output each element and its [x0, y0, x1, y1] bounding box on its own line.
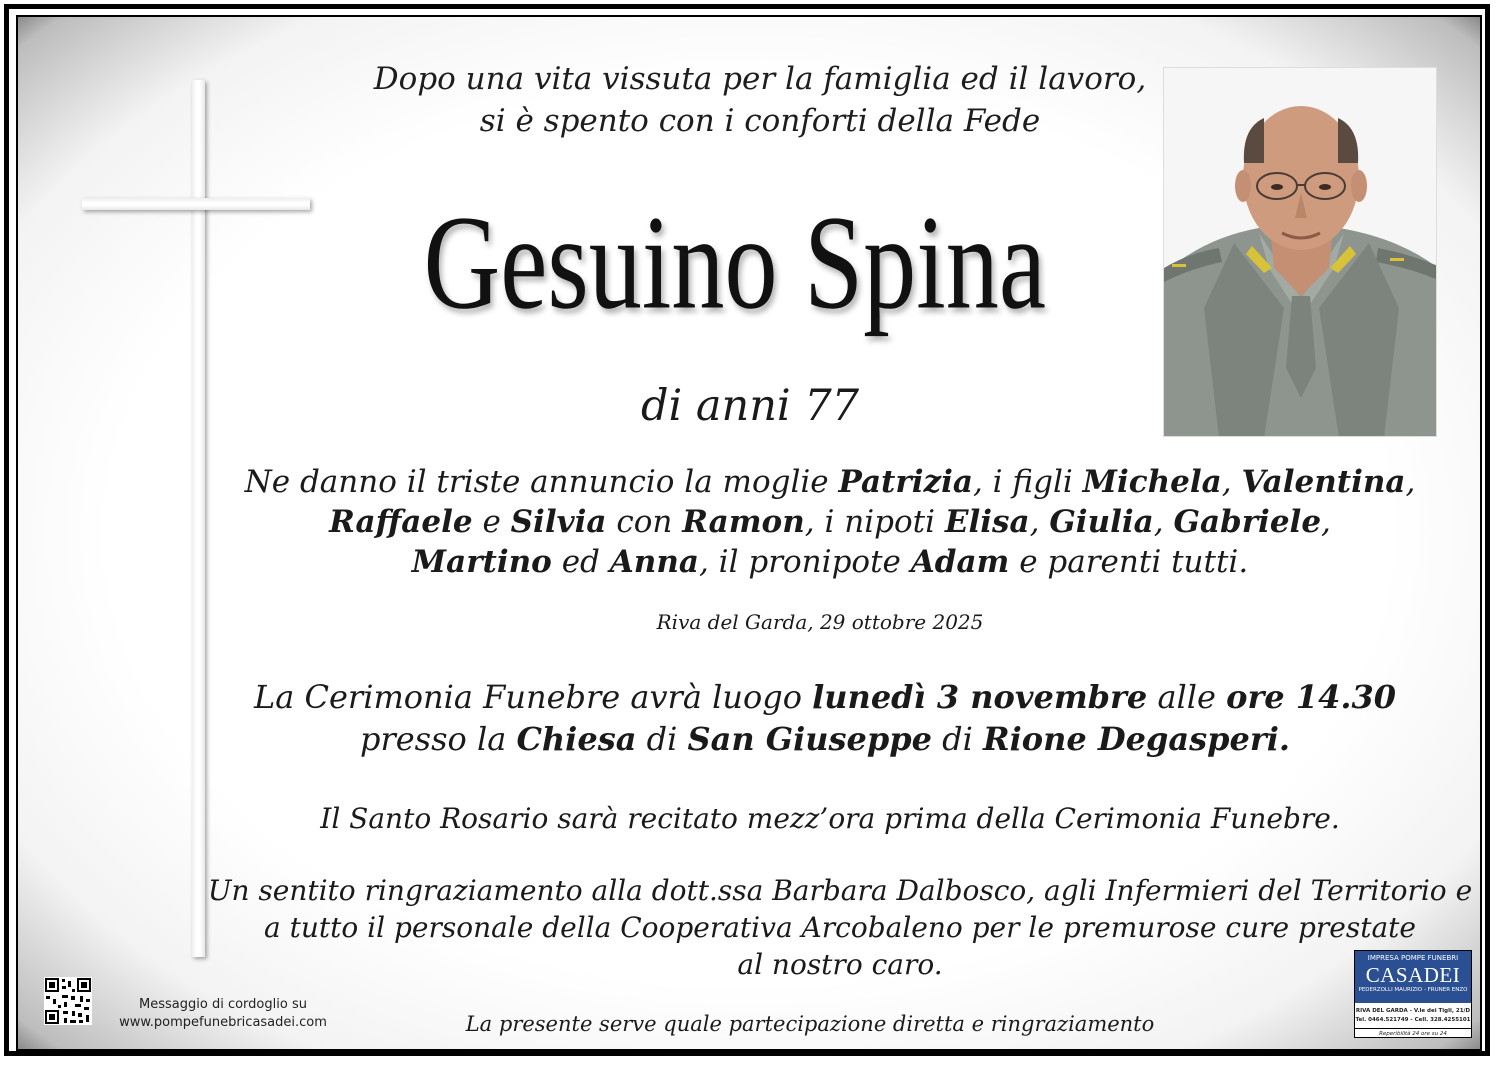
announcement-line-2: Raffaele e Silvia con Ramon, i nipoti Elisa, Giulia, Gabriele,: [329, 504, 1331, 540]
logo-brand: CASADEI: [1365, 963, 1461, 987]
rosary-text: Il Santo Rosario sarà recitato mezz’ora prima della Cerimonia Funebre.: [320, 802, 1340, 835]
logo-phones: Tel. 0464.521749 - Cell. 328.4255101: [1355, 1017, 1471, 1023]
logo-address: RIVA DEL GARDA - V.le dei Tigli, 21/D: [1355, 1008, 1471, 1014]
intro-line-1: Dopo una vita vissuta per la famiglia ed il lavoro,: [373, 61, 1147, 97]
grandchild-name: Anna: [609, 544, 699, 580]
great-grandchild-name: Adam: [910, 544, 1010, 580]
ceremony-line-2: presso la Chiesa di San Giuseppe di Rione Degasperi.: [359, 720, 1291, 758]
portrait-illustration: [1164, 68, 1437, 437]
intro-text: [300, 58, 1220, 142]
child-name: Valentina: [1241, 464, 1406, 500]
child-name: Raffaele: [329, 504, 473, 540]
ceremony-time: ore 14.30: [1226, 678, 1396, 716]
deceased-name: Gesuino Spina: [423, 187, 1047, 338]
grandchild-name: Gabriele: [1173, 504, 1322, 540]
place-and-date: Riva del Garda, 29 ottobre 2025: [656, 610, 984, 634]
qr-code-icon[interactable]: [44, 977, 92, 1025]
funeral-home-logo: [1354, 950, 1472, 1038]
announcement-text: [180, 462, 1480, 582]
child-name: Michela: [1082, 464, 1222, 500]
relative-name: Ramon: [682, 504, 805, 540]
deceased-age: di anni 77: [640, 381, 860, 431]
logo-contacts: [1355, 1003, 1471, 1038]
footer-note: La presente serve quale partecipazione diretta e ringraziamento: [465, 1012, 1155, 1036]
church-name: San Giuseppe: [687, 720, 932, 758]
logo-banner: IMPRESA POMPE FUNEBRI CASADEI PEDERZOLLI MAURIZIO - FRUNER ENZO: [1355, 951, 1471, 1003]
thanks-line-3: al nostro caro.: [737, 948, 943, 981]
intro-line-2: si è spento con i conforti della Fede: [479, 103, 1041, 139]
logo-availability: Reperibilità 24 ore su 24: [1355, 1028, 1471, 1038]
condolence-link-block: [103, 996, 343, 1032]
grandchild-name: Martino: [411, 544, 552, 580]
grandchild-name: Elisa: [944, 504, 1030, 540]
announcement-line-3: Martino ed Anna, il pronipote Adam e parenti tutti.: [411, 544, 1249, 580]
ceremony-line-1: La Cerimonia Funebre avrà luogo lunedì 3 novembre alle ore 14.30: [253, 678, 1396, 716]
wife-name: Patrizia: [838, 464, 973, 500]
deceased-name-block: [300, 188, 1170, 368]
condolence-label: Messaggio di cordoglio su: [139, 997, 307, 1012]
portrait-photo: [1163, 67, 1437, 437]
ceremony-date: lunedì 3 novembre: [812, 678, 1148, 716]
thanks-line-2: a tutto il personale della Cooperativa Arcobaleno per le premurose cure prestate: [264, 911, 1416, 944]
ceremony-text: [150, 676, 1500, 760]
grandchild-name: Giulia: [1049, 504, 1154, 540]
district-name: Rione Degasperi.: [983, 720, 1291, 758]
child-name: Silvia: [510, 504, 607, 540]
announcement-line-1: Ne danno il triste annuncio la moglie Patrizia, i figli Michela, Valentina,: [244, 464, 1416, 500]
condolence-url-link[interactable]: www.pompefunebricasadei.com: [119, 1015, 327, 1030]
thanks-text: [180, 872, 1500, 983]
thanks-line-1: Un sentito ringraziamento alla dott.ssa Barbara Dalbosco, agli Infermieri del Territorio e: [207, 874, 1473, 907]
cross-horizontal-bar: [82, 198, 310, 210]
